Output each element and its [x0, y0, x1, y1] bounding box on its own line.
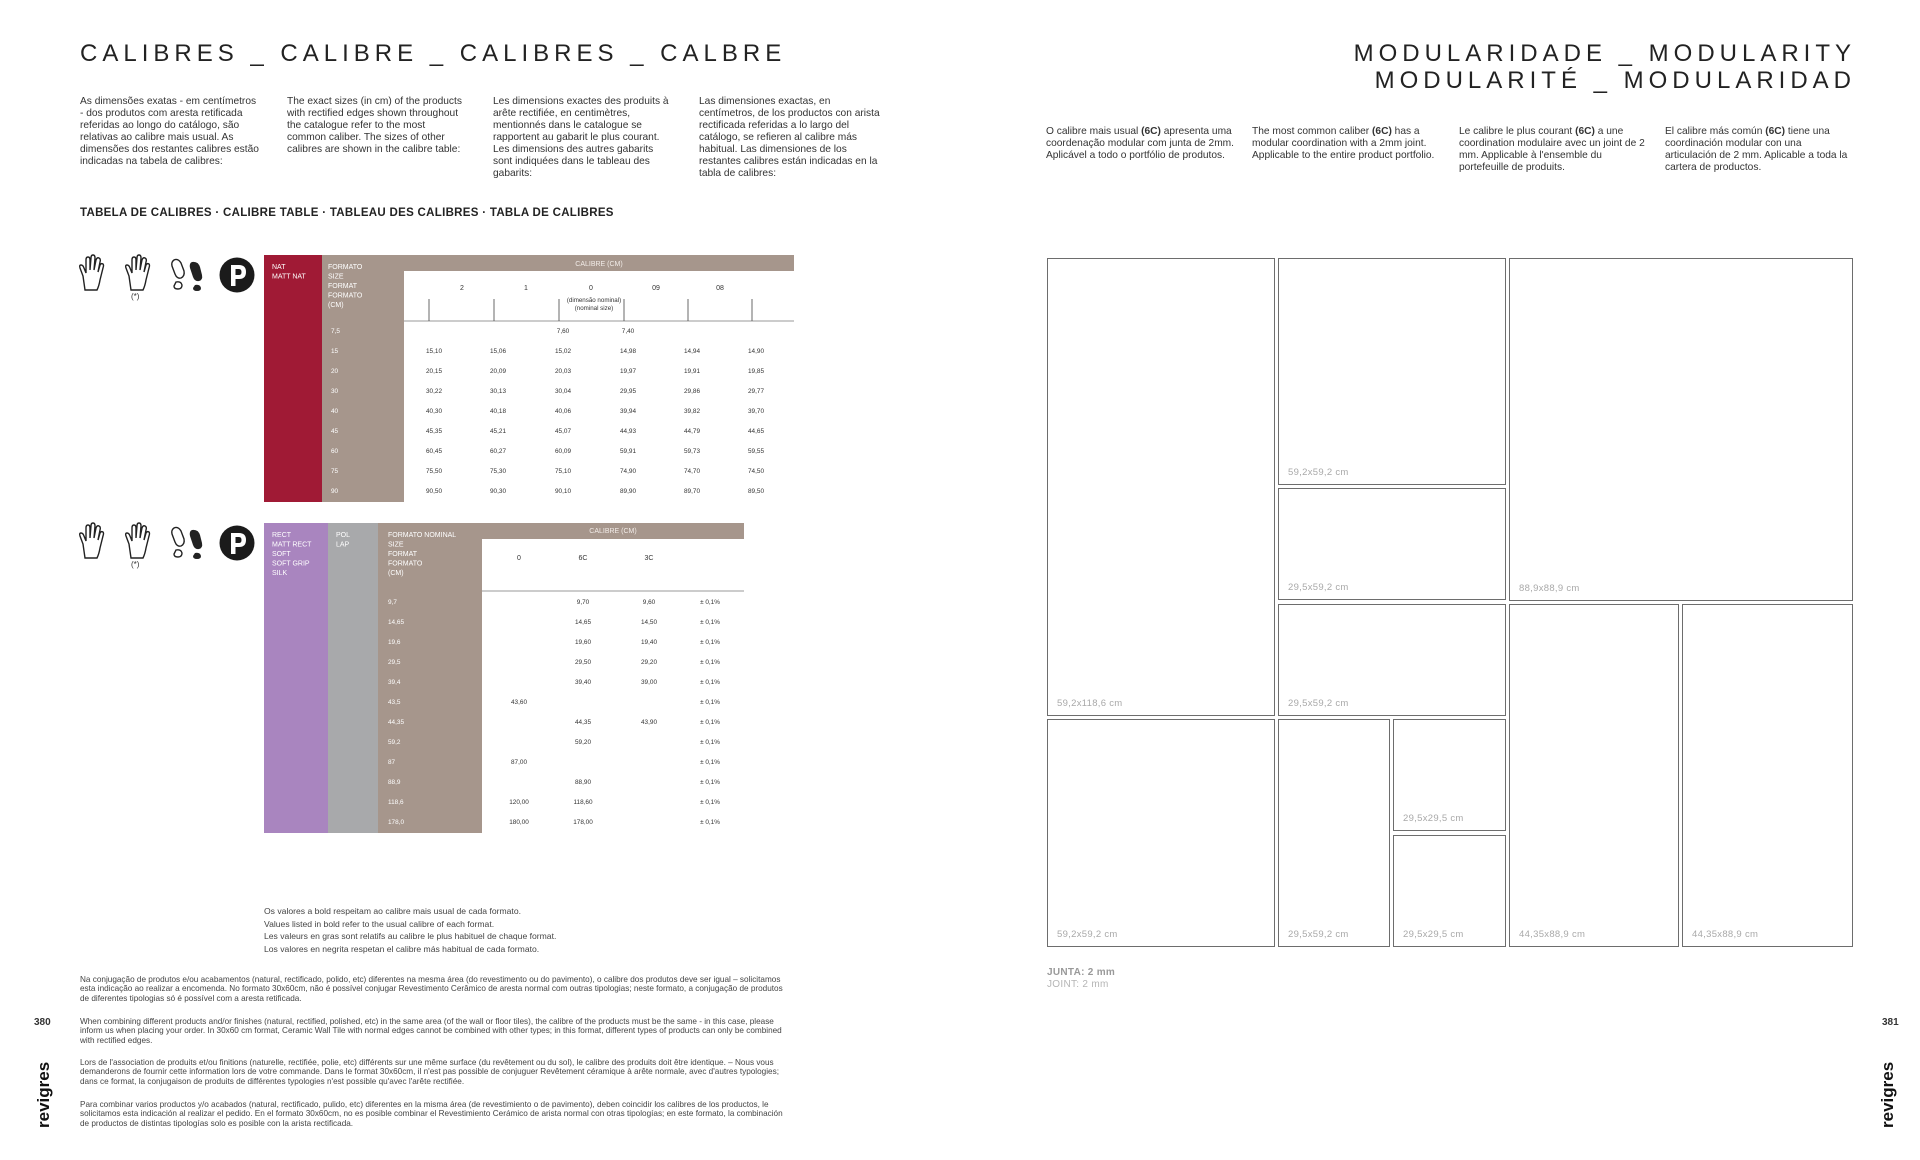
format-cell: 20 [331, 368, 339, 375]
format-cell: 44,35 [388, 719, 404, 726]
format-cell: 43,5 [388, 699, 401, 706]
calibre-cell: 74,50 [748, 468, 764, 475]
modularity-intro-fr: Le calibre le plus courant (6C) a une coordination modulaire avec un joint de 2 mm. Applicable à l'ensemble du portefeuille de produits. [1459, 126, 1645, 173]
format-cell: 90 [331, 488, 339, 495]
calibre-column-header: 0 [517, 555, 521, 562]
tile-44x88: 44,35x88,9 cm [1509, 604, 1679, 947]
calibre-cell: 9,70 [576, 599, 590, 606]
calibre-cell: 29,50 [575, 659, 591, 666]
intro-pt: As dimensões exatas - em centímetros - dos produtos com aresta retificada referidas ao longo do catálogo, são relativas ao calibre mais usual. As dimensões dos restantes calibres estão indicadas na tabela de calibres: [80, 96, 259, 167]
format-cell: 30 [331, 388, 339, 395]
calibre-cell: 20,03 [555, 368, 571, 375]
format-cell: 59,2 [388, 739, 401, 746]
calibre-cell: 88,90 [575, 779, 591, 786]
calibre-label: CALIBRE (CM) [589, 528, 637, 535]
parking-icon [218, 256, 256, 294]
nominal-size-note: (dimensão nominal) (nominal size) [566, 297, 622, 312]
calibre-cell: 44,79 [684, 428, 700, 435]
calibre-cell: 29,77 [748, 388, 764, 395]
brand-logo-right: revigres [1878, 1061, 1897, 1128]
calibre-cell: 15,06 [490, 348, 506, 355]
calibre-cell: 90,50 [426, 488, 442, 495]
format-cell: 19,6 [388, 639, 401, 646]
calibre-cell: 75,50 [426, 468, 442, 475]
calibre-cell: 90,10 [555, 488, 571, 495]
wall-hand-icon [76, 254, 106, 294]
page-number-right: 381 [1882, 1017, 1899, 1028]
calibre-cell: 59,20 [575, 739, 591, 746]
calibre-cell: 75,10 [555, 468, 571, 475]
calibre-cell: ± 0,1% [700, 819, 720, 826]
intro-es: Las dimensiones exactas, en centímetros, de los productos con arista rectificada referidas a lo largo del catálogo, se refieren al calibre más habitual. Las dimensiones de los restantes calibres están indicadas en la tabla de calibres: [699, 96, 880, 179]
format-label: FORMATO NOMINAL SIZE FORMAT FORMATO (CM) [388, 532, 457, 577]
calibre-cell: 9,60 [642, 599, 656, 606]
finish-column-nat [264, 255, 322, 502]
format-cell: 39,4 [388, 679, 401, 686]
calibre-cell: 40,18 [490, 408, 506, 415]
parking-icon [218, 524, 256, 562]
calibre-cell: ± 0,1% [700, 799, 720, 806]
calibre-cell: 60,45 [426, 448, 442, 455]
format-cell: 88,9 [388, 779, 401, 786]
calibre-cell: 87,00 [511, 759, 527, 766]
tile-44x88: 44,35x88,9 cm [1682, 604, 1853, 947]
calibre-cell: 44,35 [575, 719, 591, 726]
tile-88x88: 88,9x88,9 cm [1509, 258, 1853, 601]
wall-hand-icon [76, 522, 106, 562]
tile-59x59: 59,2x59,2 cm [1047, 719, 1275, 947]
calibre-cell: 7,60 [556, 328, 570, 335]
calibre-cell: 14,90 [748, 348, 764, 355]
format-label: FORMATO SIZE FORMAT FORMATO (CM) [328, 264, 363, 309]
finish-label-rect: RECT MATT RECT SOFT SOFT GRIP SILK [272, 532, 312, 577]
calibre-cell: 30,13 [490, 388, 506, 395]
calibre-cell: ± 0,1% [700, 599, 720, 606]
floor-foot-icon [168, 524, 208, 560]
calibre-cell: ± 0,1% [700, 759, 720, 766]
joint-label-en: JOINT: 2 mm [1047, 979, 1109, 990]
format-cell: 14,65 [388, 619, 404, 626]
calibre-cell: 29,95 [620, 388, 636, 395]
calibre-cell: 89,50 [748, 488, 764, 495]
tile-29x59: 29,5x59,2 cm [1278, 604, 1506, 716]
calibre-cell: 19,60 [575, 639, 591, 646]
calibre-cell: 39,94 [620, 408, 636, 415]
calibre-cell: 7,40 [621, 328, 635, 335]
calibre-column-header: 1 [524, 285, 528, 292]
calibre-cell: ± 0,1% [700, 739, 720, 746]
footnote-en: When combining different products and/or finishes (natural, rectified, polished, etc) in the same area (of the wall or floor tiles), the calibre of the products must be the same - in this case, please inform us when placing your order. In 30x60 cm format, Ceramic Wall Tile with normal edges cannot be combined with other types; in this format, different types of products can only be combined with rectified edges. [80, 1017, 782, 1045]
calibre-cell: 14,50 [641, 619, 657, 626]
calibre-cell: 118,60 [573, 799, 593, 806]
page-number-left: 380 [34, 1017, 51, 1028]
calibre-cell: 15,10 [426, 348, 442, 355]
calibre-cell: 60,27 [490, 448, 506, 455]
finish-column-pol [328, 523, 378, 833]
calibre-cell: 14,65 [575, 619, 591, 626]
calibre-cell: 178,00 [573, 819, 593, 826]
right-page-title-2: MODULARITÉ _ MODULARIDAD [1374, 67, 1856, 94]
calibre-label: CALIBRE (CM) [575, 261, 623, 268]
calibre-cell: 14,94 [684, 348, 700, 355]
calibre-cell: 39,70 [748, 408, 764, 415]
calibre-cell: ± 0,1% [700, 639, 720, 646]
calibre-cell: 30,04 [555, 388, 571, 395]
calibre-cell: 59,55 [748, 448, 764, 455]
calibre-cell: 45,35 [426, 428, 442, 435]
calibre-cell: 20,15 [426, 368, 442, 375]
calibre-column-header: 08 [716, 285, 724, 292]
footnote-fr: Lors de l'association de produits et/ou finitions (naturelle, rectifiée, polie, etc) différents sur une même surface (du revêtement ou du sol), le calibre des produits doit être identique. – Nous vous demanderons de fournir cette information lors de votre commande. Dans le format 30x60cm, il n'est pas possible de conjuguer Revêtement céramique à arête normale, avec d'autres typologies; dans ce format, la conjugaison de produits de différentes typologies n'est possible qu'avec l'arête rectifiée. [80, 1058, 779, 1086]
calibre-cell: 45,07 [555, 428, 571, 435]
calibre-cell: 89,70 [684, 488, 700, 495]
calibre-cell: 40,06 [555, 408, 571, 415]
calibre-cell: 20,09 [490, 368, 506, 375]
format-cell: 87 [388, 759, 396, 766]
calibre-cell: 44,65 [748, 428, 764, 435]
brand-logo-left: revigres [34, 1061, 53, 1128]
bold-note-fr: Les valeurs en gras sont relatifs au calibre le plus habituel de chaque format. [264, 931, 557, 941]
calibre-cell: 39,82 [684, 408, 700, 415]
calibre-cell: ± 0,1% [700, 719, 720, 726]
calibre-cell: 44,93 [620, 428, 636, 435]
calibre-cell: 75,30 [490, 468, 506, 475]
finish-label-nat: NAT MATT NAT [272, 264, 306, 281]
calibre-cell: 74,90 [620, 468, 636, 475]
wall-hand-star-icon [122, 522, 152, 562]
calibre-cell: 180,00 [509, 819, 529, 826]
finish-label-pol: POL LAP [336, 532, 351, 549]
wall-hand-star-icon [122, 254, 152, 294]
footnote-es: Para combinar varios productos y/o acabados (natural, rectificado, pulido, etc) diferentes en la misma área (de revestimiento o de pavimento), deben coincidir los calibres de los productos, le solicitamos esta indicación al realizar el pedido. En el formato 30x60cm, no es posible combinar el Revestimiento Cerámico de arista normal con otras tipologías; en este formato, la combinación de productos de distintas tipologías solo es posible con la arista rectificada. [80, 1100, 783, 1128]
calibre-cell: 29,20 [641, 659, 657, 666]
calibre-cell: ± 0,1% [700, 659, 720, 666]
calibre-cell: 74,70 [684, 468, 700, 475]
intro-fr: Les dimensions exactes des produits à arête rectifiée, en centimètres, mentionnés dans le catalogue se rapportent au gabarit le plus courant. Les dimensions des autres gabarits sont indiquées dans le tableau des gabarits: [493, 96, 669, 179]
calibre-cell: 19,97 [620, 368, 636, 375]
calibre-column-header: 6C [578, 555, 588, 562]
format-cell: 45 [331, 428, 339, 435]
star-note: (*) [131, 560, 140, 569]
calibre-cell: 59,73 [684, 448, 700, 455]
calibre-cell: 90,30 [490, 488, 506, 495]
joint-label-pt: JUNTA: 2 mm [1047, 967, 1116, 978]
calibre-table-heading: TABELA DE CALIBRES · CALIBRE TABLE · TABLEAU DES CALIBRES · TABLA DE CALIBRES [80, 207, 614, 219]
calibre-cell: ± 0,1% [700, 699, 720, 706]
calibre-cell: 30,22 [426, 388, 442, 395]
calibre-cell: 43,60 [511, 699, 527, 706]
format-cell: 29,5 [388, 659, 401, 666]
format-cell: 9,7 [388, 599, 397, 606]
calibre-cell: 19,85 [748, 368, 764, 375]
tile-59x118: 59,2x118,6 cm [1047, 258, 1275, 716]
calibre-cell: 60,09 [555, 448, 571, 455]
bold-note-es: Los valores en negrita respetan el calibre más habitual de cada formato. [264, 943, 540, 954]
calibre-cell: 29,86 [684, 388, 700, 395]
intro-en: The exact sizes (in cm) of the products with rectified edges shown throughout the catalogue refer to the most common caliber. The sizes of other calibres are shown in the calibre table: [287, 96, 462, 155]
format-cell: 7,5 [331, 328, 340, 335]
tile-29x29: 29,5x29,5 cm [1393, 835, 1506, 947]
modularity-intro-en: The most common caliber (6C) has a modular coordination with a 2mm joint. Applicable to the entire product portfolio. [1252, 126, 1435, 161]
tile-29x59: 29,5x59,2 cm [1278, 719, 1390, 947]
calibre-cell: 40,30 [426, 408, 442, 415]
tile-59x59: 59,2x59,2 cm [1278, 258, 1506, 485]
format-cell: 40 [331, 408, 339, 415]
bold-notes [264, 905, 556, 955]
tile-29x29: 29,5x29,5 cm [1393, 719, 1506, 831]
tile-29x59: 29,5x59,2 cm [1278, 488, 1506, 600]
format-cell: 15 [331, 348, 339, 355]
floor-foot-icon [168, 256, 208, 292]
bold-note-pt: Os valores a bold respeitam ao calibre mais usual de cada formato. [264, 906, 521, 916]
star-note: (*) [131, 292, 140, 301]
calibre-column-header: 0 [589, 285, 593, 292]
footnote-pt: Na conjugação de produtos e/ou acabamentos (natural, rectificado, polido, etc) diferentes na mesma área (do revestimento ou do pavimento), o calibre dos produtos deve ser igual – solicitamos esta indicação ao realizar a encomenda. No formato 30x60cm, não é possível conjugar Revestimento Cerâmico de aresta normal com outras tipologias; neste formato, a conjugação de produtos de diferentes tipologias só é possível com a aresta retificada. [80, 975, 783, 1003]
left-page-title: CALIBRES _ CALIBRE _ CALIBRES _ CALBRE [80, 40, 787, 67]
calibre-column-header: 2 [460, 285, 464, 292]
calibre-cell: 14,98 [620, 348, 636, 355]
calibre-cell: 39,00 [641, 679, 657, 686]
calibre-cell: ± 0,1% [700, 619, 720, 626]
format-cell: 60 [331, 448, 339, 455]
calibre-column-header: 3C [644, 555, 654, 562]
right-page-title-1: MODULARIDADE _ MODULARITY [1353, 40, 1856, 67]
calibre-cell: 19,91 [684, 368, 700, 375]
format-cell: 178,0 [388, 819, 404, 826]
calibre-cell: 45,21 [490, 428, 506, 435]
calibre-cell: 39,40 [575, 679, 591, 686]
calibre-cell: 120,00 [509, 799, 529, 806]
modularity-intro-pt: O calibre mais usual (6C) apresenta uma coordenação modular com junta de 2mm. Aplicável a todo o portfólio de produtos. [1046, 126, 1235, 161]
modularity-intro-es: El calibre más común (6C) tiene una coordinación modular con una articulación de 2 mm. Aplicable a toda la cartera de productos. [1665, 126, 1848, 173]
calibre-cell: 59,91 [620, 448, 636, 455]
format-cell: 75 [331, 468, 339, 475]
calibre-cell: ± 0,1% [700, 779, 720, 786]
calibre-cell: 89,90 [620, 488, 636, 495]
joint-label [1047, 967, 1115, 991]
calibre-cell: 19,40 [641, 639, 657, 646]
calibre-cell: 43,90 [641, 719, 657, 726]
calibre-column-header: 09 [652, 285, 660, 292]
calibre-cell: ± 0,1% [700, 679, 720, 686]
calibre-table-nat [264, 255, 794, 503]
bold-note-en: Values listed in bold refer to the usual calibre of each format. [264, 918, 495, 929]
format-cell: 118,6 [388, 799, 404, 806]
calibre-table-rect [264, 523, 744, 833]
calibre-cell: 15,02 [555, 348, 571, 355]
